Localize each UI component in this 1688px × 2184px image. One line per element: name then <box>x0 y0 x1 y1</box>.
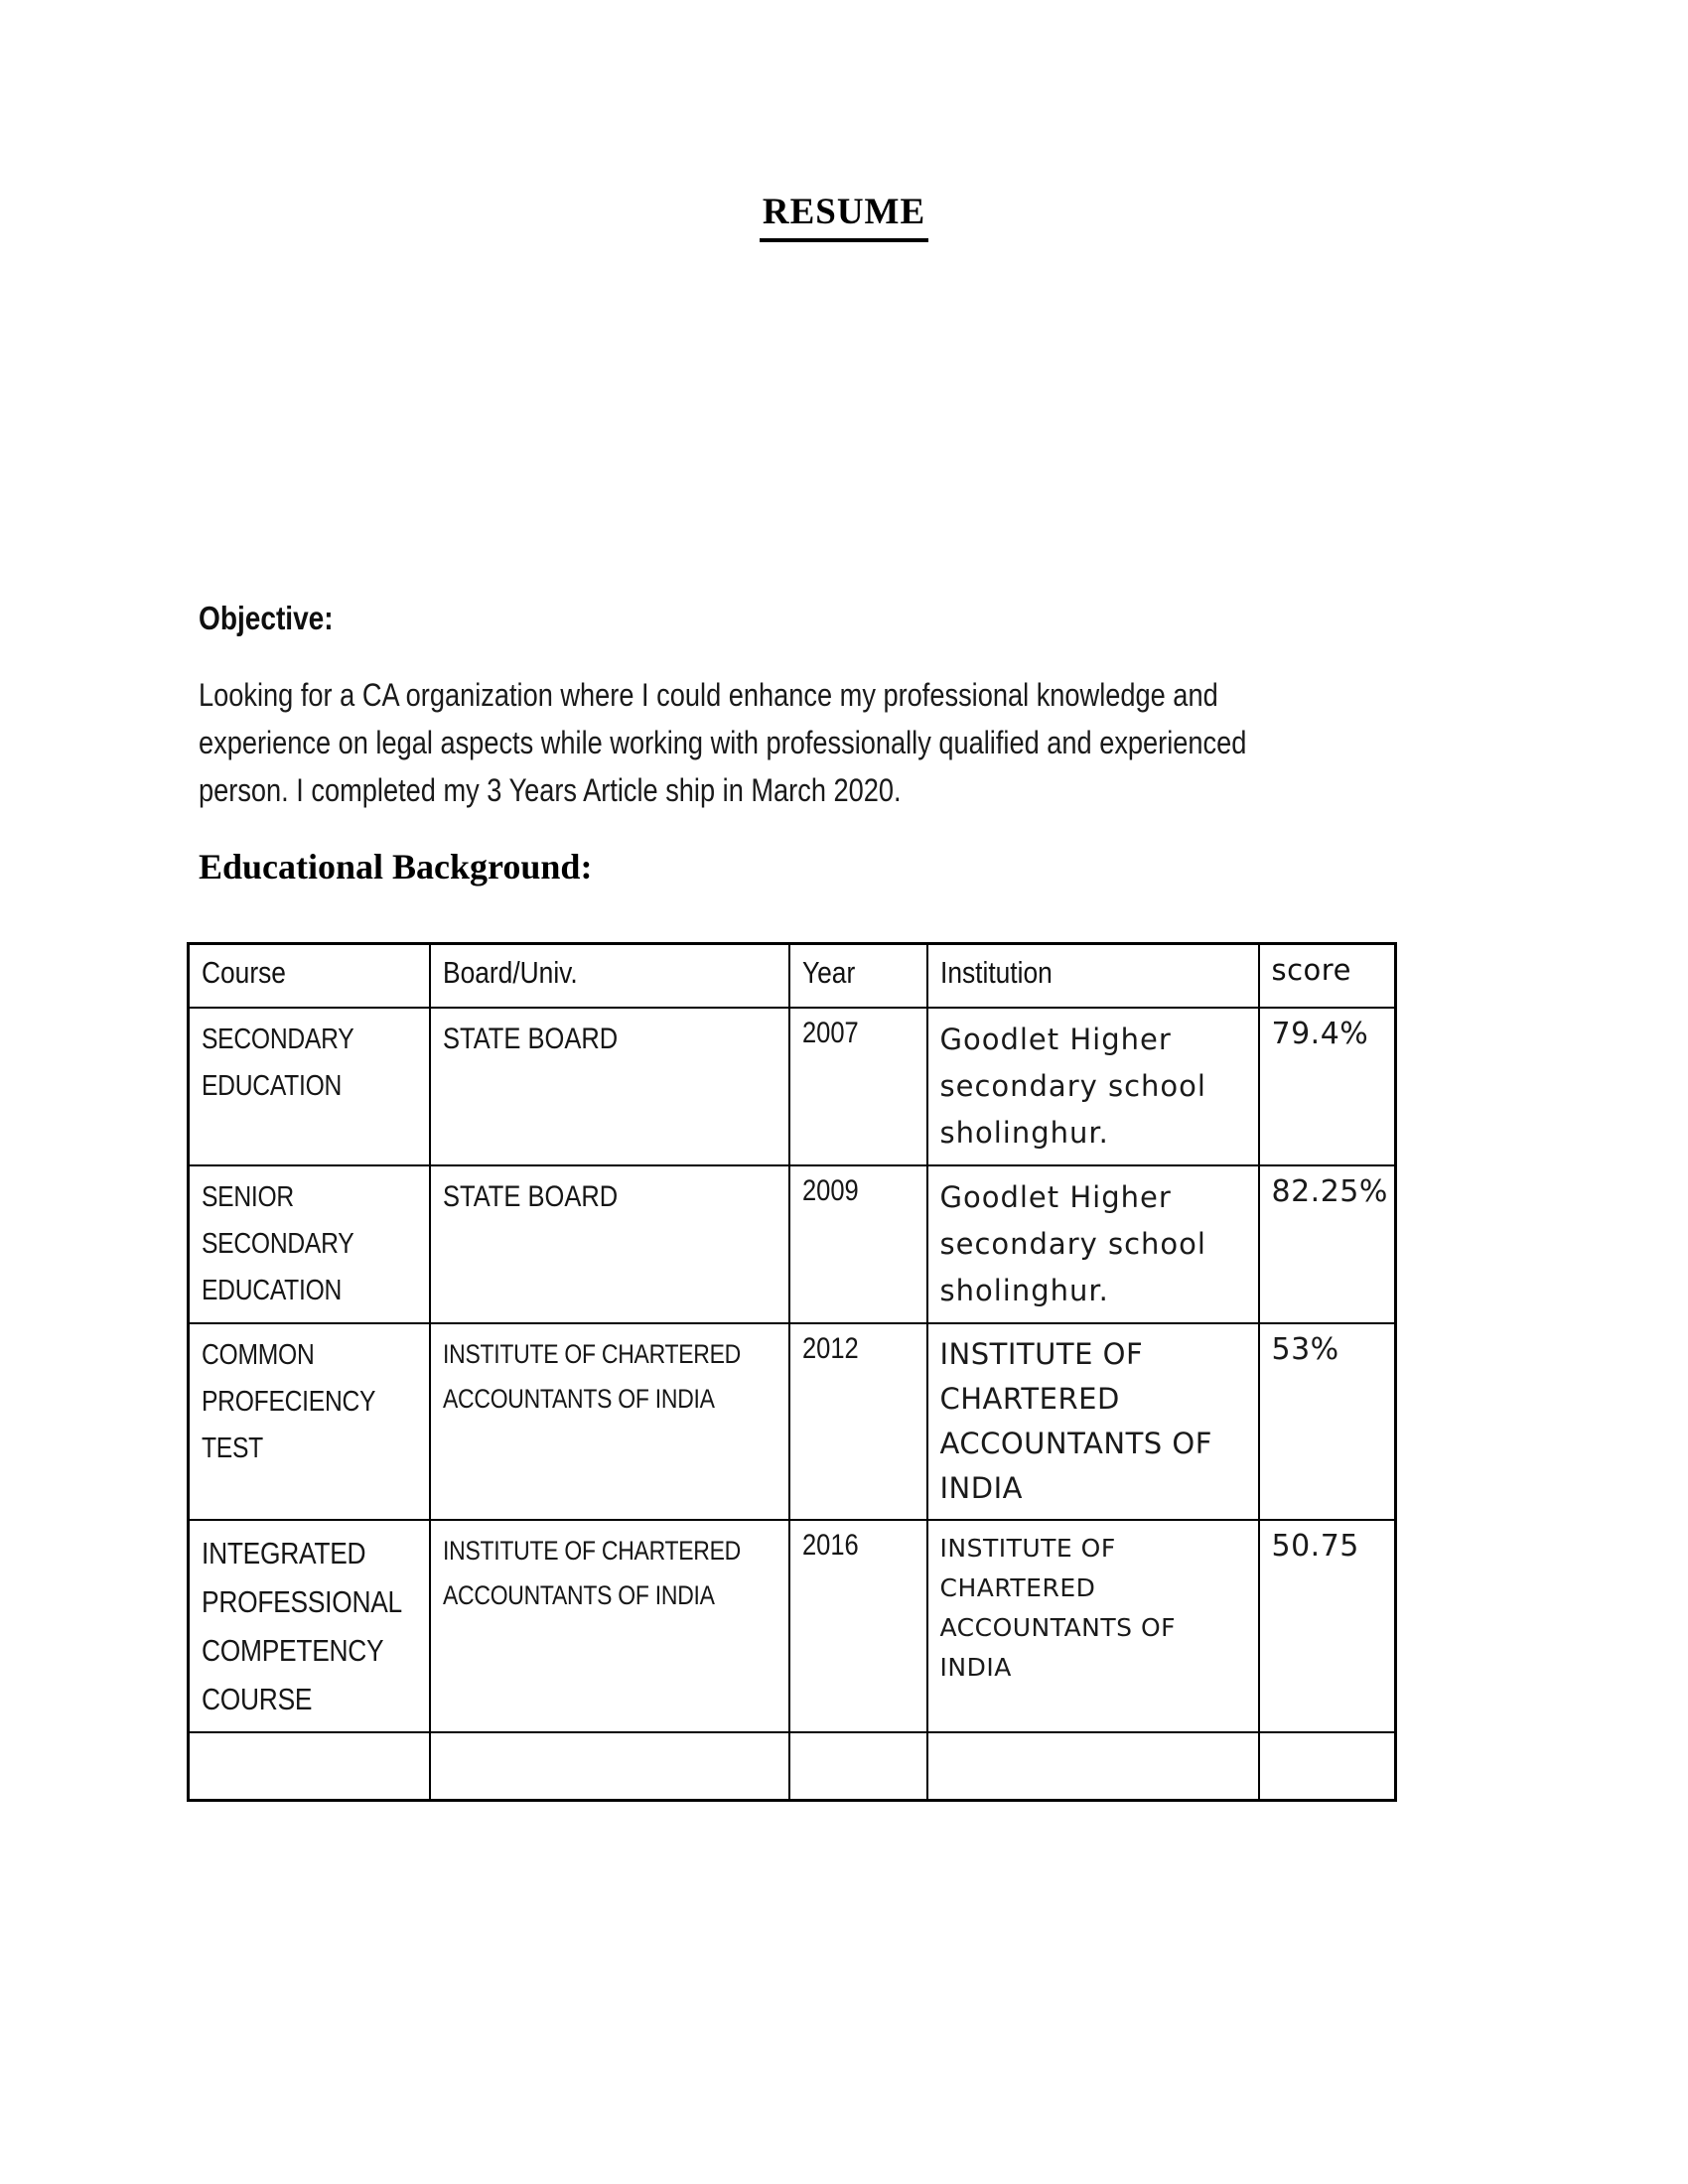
cell-score <box>1259 1732 1396 1801</box>
cell-institution: INSTITUTE OF CHARTERED ACCOUNTANTS OF INDIA <box>927 1520 1259 1732</box>
cell-course <box>189 1165 430 1323</box>
cell-institution: Goodlet Higher secondary school sholinghur. <box>927 1165 1259 1323</box>
cell-board <box>430 1323 789 1520</box>
cell-year-text: 2016 <box>801 1528 859 1562</box>
cell-year <box>789 1165 927 1323</box>
cell-board-text: STATE BOARD <box>442 1022 618 1055</box>
column-header-year <box>789 944 927 1008</box>
objective-line-3: person. I completed my 3 Years Article ship in March 2020. <box>199 772 902 808</box>
column-header-score: score <box>1259 944 1396 1008</box>
column-header-course <box>189 944 430 1008</box>
objective-line-2: experience on legal aspects while working with professionally qualified and experienced <box>199 725 1247 760</box>
column-header-year-label: Year <box>801 955 855 990</box>
table-row-senior-secondary-education <box>189 1165 1396 1323</box>
cell-score: 79.4% <box>1259 1008 1396 1165</box>
cell-board <box>430 1732 789 1801</box>
table-row-common-profeciency-test <box>189 1323 1396 1520</box>
table-header-row <box>189 944 1396 1008</box>
educational-background-heading: Educational Background: <box>199 847 593 887</box>
cell-course <box>189 1323 430 1520</box>
cell-institution: Goodlet Higher secondary school sholinghur. <box>927 1008 1259 1165</box>
table-row-empty <box>189 1732 1396 1801</box>
cell-board-text: STATE BOARD <box>442 1179 618 1213</box>
title-container <box>0 191 1688 242</box>
objective-line-1: Looking for a CA organization where I could enhance my professional knowledge and <box>199 677 1218 713</box>
column-header-board <box>430 944 789 1008</box>
table-row-integrated-professional-competency-course <box>189 1520 1396 1732</box>
table-row-secondary-education <box>189 1008 1396 1165</box>
cell-year <box>789 1008 927 1165</box>
column-header-institution <box>927 944 1259 1008</box>
cell-course-text: SECONDARY EDUCATION <box>202 1023 353 1102</box>
cell-course-text: COMMON PROFECIENCY TEST <box>202 1338 375 1464</box>
column-header-institution-label: Institution <box>939 955 1053 990</box>
cell-year <box>789 1732 927 1801</box>
objective-paragraph <box>199 671 1246 814</box>
education-table <box>187 942 1397 1802</box>
cell-board-text: INSTITUTE OF CHARTERED ACCOUNTANTS OF INDIA <box>442 1535 741 1610</box>
cell-course <box>189 1008 430 1165</box>
objective-heading: Objective: <box>199 600 334 636</box>
document-title: RESUME <box>760 191 928 242</box>
cell-board-text: INSTITUTE OF CHARTERED ACCOUNTANTS OF INDIA <box>442 1338 741 1414</box>
cell-score: 53% <box>1259 1323 1396 1520</box>
cell-board <box>430 1520 789 1732</box>
cell-course <box>189 1732 430 1801</box>
cell-course <box>189 1520 430 1732</box>
cell-year <box>789 1520 927 1732</box>
cell-course-text: INTEGRATED PROFESSIONAL COMPETENCY COURSE <box>202 1535 401 1716</box>
cell-board <box>430 1008 789 1165</box>
cell-course-text: SENIOR SECONDARY EDUCATION <box>202 1180 353 1306</box>
cell-year-text: 2012 <box>801 1331 859 1365</box>
cell-year-text: 2009 <box>801 1173 859 1207</box>
cell-institution <box>927 1732 1259 1801</box>
cell-board <box>430 1165 789 1323</box>
cell-institution: INSTITUTE OF CHARTERED ACCOUNTANTS OF INDIA <box>927 1323 1259 1520</box>
cell-year-text: 2007 <box>801 1016 859 1049</box>
column-header-course-label: Course <box>202 955 286 990</box>
column-header-board-label: Board/Univ. <box>442 955 578 990</box>
cell-year <box>789 1323 927 1520</box>
cell-score: 82.25% <box>1259 1165 1396 1323</box>
cell-score: 50.75 <box>1259 1520 1396 1732</box>
